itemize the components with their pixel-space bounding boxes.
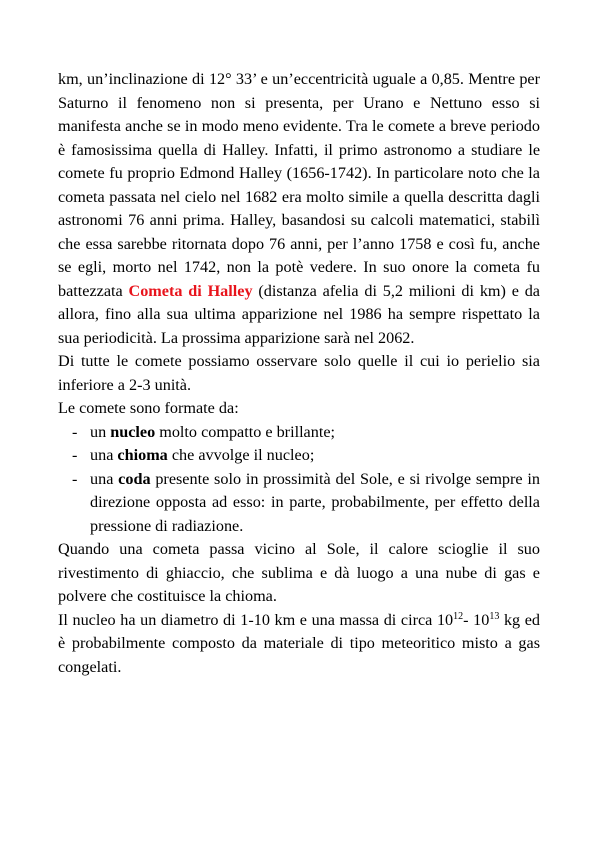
exponent-13: 13 bbox=[489, 610, 500, 622]
list-dash: - bbox=[72, 422, 78, 441]
list-item-chioma bbox=[58, 444, 540, 468]
paragraph-nucleus-text-1: Il nucleo ha un diametro di 1-10 km e una massa di circa 10 bbox=[58, 610, 454, 629]
paragraph-sun-heating: Quando una cometa passa vicino al Sole, il calore scioglie il suo rivestimento di ghiaccio, che sublima e dà luogo a una nube di gas e polvere che costituisce la chioma. bbox=[58, 540, 540, 605]
paragraph-nucleus-text-2: - 10 bbox=[463, 610, 490, 629]
list-item-term-chioma: chioma bbox=[117, 446, 168, 464]
exponent-12: 12 bbox=[453, 610, 464, 622]
list-item-prefix: una bbox=[90, 446, 118, 464]
paragraph-comet-composition-intro: Le comete sono formate da: bbox=[58, 399, 239, 417]
paragraph-nucleus-size bbox=[58, 609, 540, 680]
list-item-term-coda: coda bbox=[118, 469, 151, 488]
paragraph-observable-comets: Di tutte le comete possiamo osservare solo quelle il cui io perielio sia inferiore a 2-3 unità. bbox=[58, 352, 540, 394]
list-item-description: molto compatto e brillante; bbox=[155, 422, 336, 441]
paragraph-nucleus-text-3: kg ed è probabilmente composto da materiale di tipo meteoritico misto a gas congelati. bbox=[58, 610, 541, 676]
paragraph-halley bbox=[58, 68, 540, 350]
list-item-description: presente solo in prossimità del Sole, e si rivolge sempre in direzione opposta ad esso: in parte, probabilmente, per effetto della pressione di radiazione. bbox=[90, 469, 540, 535]
paragraph-halley-text-2: (distanza afelia di 5,2 milioni di km) e da allora, fino alla sua ultima apparizione nel 1986 ha sempre rispettato la sua periodicità. La prossima apparizione sarà nel 2062. bbox=[58, 281, 540, 347]
list-item-description: che avvolge il nucleo; bbox=[167, 446, 315, 464]
list-dash: - bbox=[72, 469, 78, 488]
list-dash: - bbox=[72, 446, 78, 464]
cometa-di-halley-highlight: Cometa di Halley bbox=[128, 281, 253, 300]
comet-parts-list bbox=[58, 421, 540, 539]
paragraph-halley-text-1: km, un’inclinazione di 12° 33’ e un’eccentricità uguale a 0,85. Mentre per Saturno il fenomeno non si presenta, per Urano e Nettuno esso si manifesta anche se in modo meno evidente. Tra le comete a breve periodo è famosissima quella di Halley. Infatti, il primo astronomo a studiare le comete fu proprio Edmond Halley (1656-1742). In particolare noto che la cometa passata nel cielo nel 1682 era molto simile a quella descritta dagli astronomi 76 anni prima. Halley, basandosi su calcoli matematici, stabilì che essa sarebbe ritornata dopo 76 anni, per l’anno 1758 e così fu, anche se egli, morto nel 1742, non la potè vedere. In suo onore la cometa fu battezzata bbox=[58, 70, 540, 300]
list-item-term-nucleo: nucleo bbox=[110, 422, 156, 441]
list-item-prefix: una bbox=[90, 469, 119, 488]
list-item-prefix: un bbox=[90, 422, 111, 441]
list-item-nucleo bbox=[58, 421, 540, 445]
list-item-coda bbox=[58, 468, 540, 539]
document-page bbox=[58, 68, 540, 679]
